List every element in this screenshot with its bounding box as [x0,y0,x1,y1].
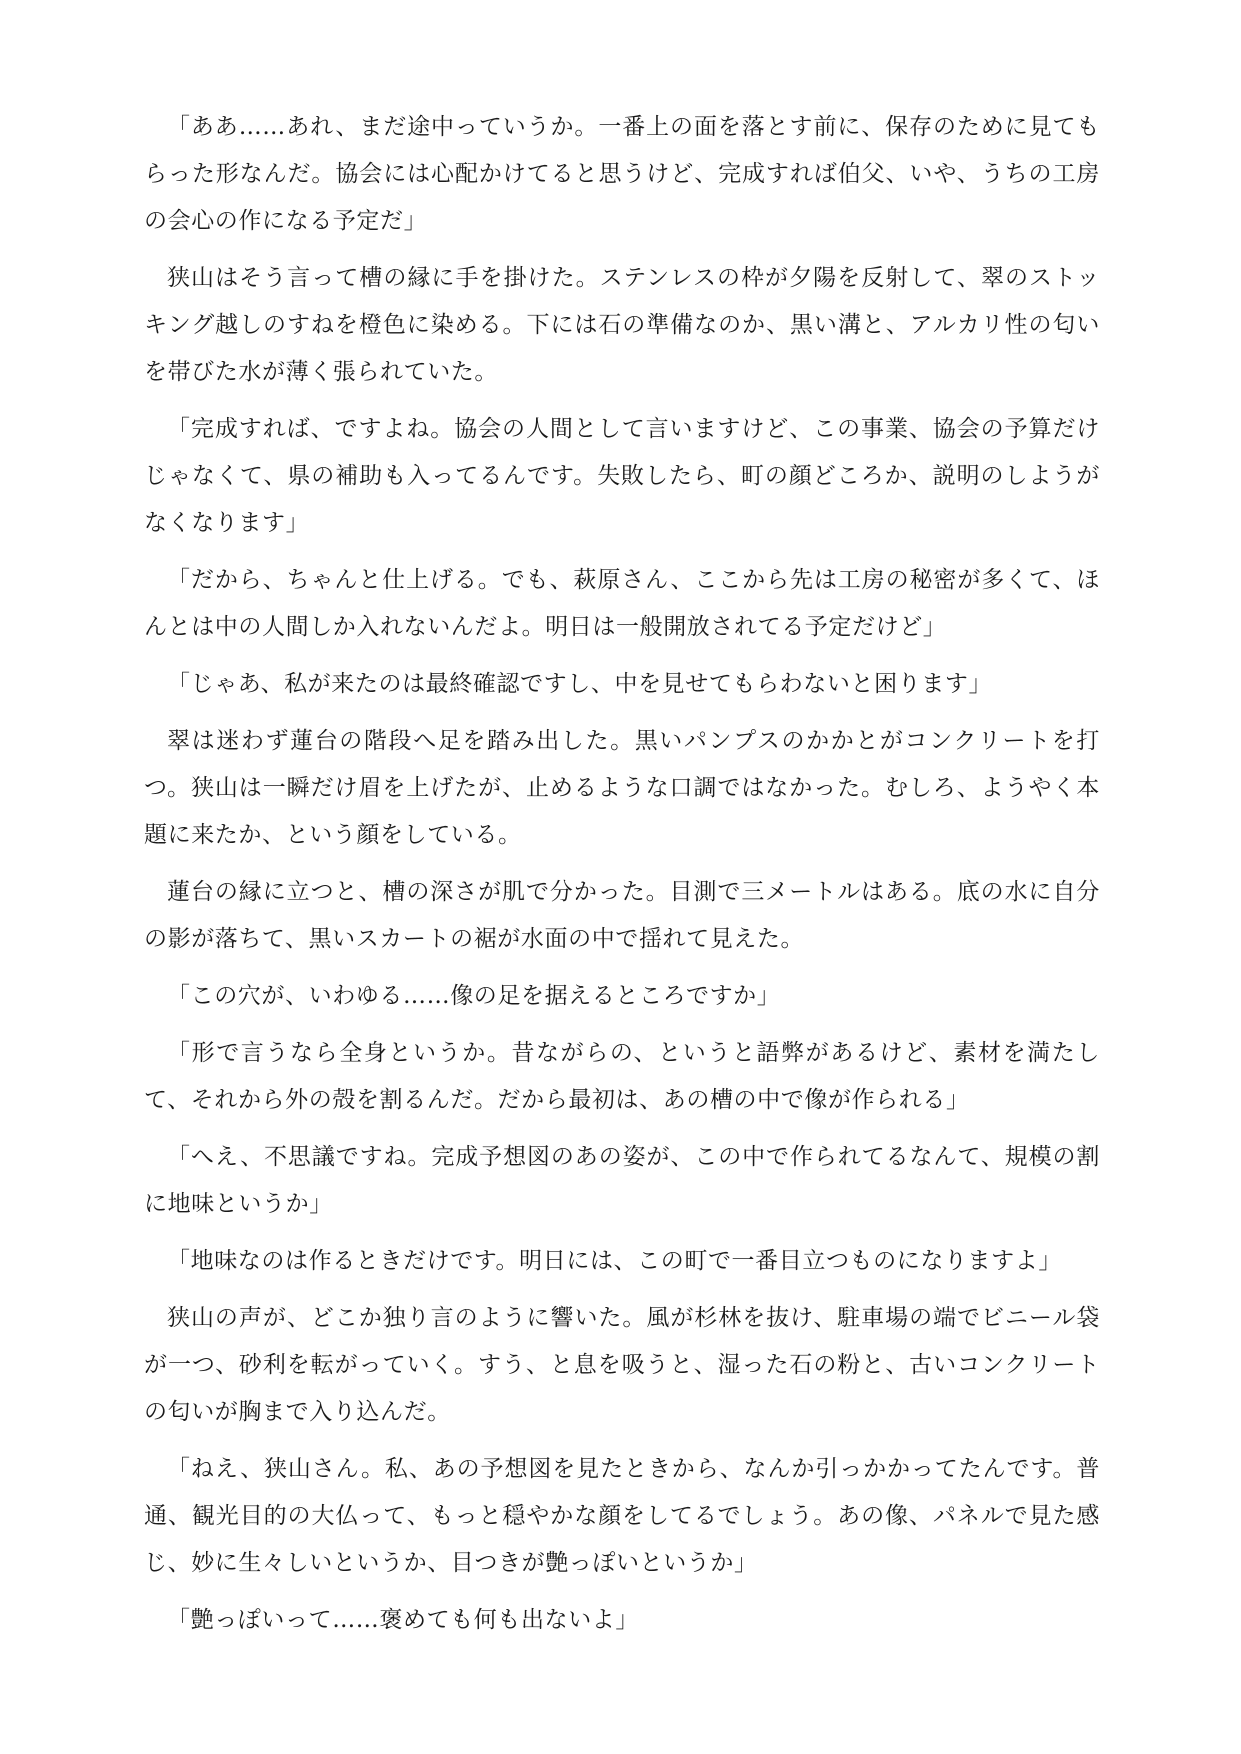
paragraph: 「ねえ、狭山さん。私、あの予想図を見たときから、なんか引っかかってたんです。普通、観光目的の大仏って、もっと穏やかな顔をしてるでしょう。あの像、パネルで見た感じ、妙に生々しいというか、目つきが艶っぽいというか」 [144,1456,1100,1576]
paragraph: 「へえ、不思議ですね。完成予想図のあの姿が、この中で作られてるなんて、規模の割に地味というか」 [144,1144,1100,1217]
paragraph: 狭山の声が、どこか独り言のように響いた。風が杉林を抜け、駐車場の端でビニール袋が一つ、砂利を転がっていく。すう、と息を吸うと、湿った石の粉と、古いコンクリートの匂いが胸まで入り込んだ。 [144,1305,1100,1425]
paragraph: 「形で言うなら全身というか。昔ながらの、というと語弊があるけど、素材を満たして、それから外の殻を割るんだ。だから最初は、あの槽の中で像が作られる」 [144,1040,1100,1113]
paragraph: 「地味なのは作るときだけです。明日には、この町で一番目立つものになりますよ」 [167,1248,1062,1274]
paragraph: 「艶っぽいって……褒めても何も出ないよ」 [167,1607,639,1633]
paragraph: 「だから、ちゃんと仕上げる。でも、萩原さん、ここから先は工房の秘密が多くて、ほんとは中の人間しか入れないんだよ。明日は一般開放されてる予定だけど」 [144,567,1100,640]
body-text [144,104,1100,1644]
paragraph: 蓮台の縁に立つと、槽の深さが肌で分かった。目測で三メートルはある。底の水に自分の影が落ちて、黒いスカートの裾が水面の中で揺れて見えた。 [144,879,1100,952]
paragraph: 「じゃあ、私が来たのは最終確認ですし、中を見せてもらわないと困ります」 [167,671,993,697]
paragraph: 「この穴が、いわゆる……像の足を据えるところですか」 [167,983,781,1009]
paragraph: 「ああ……あれ、まだ途中っていうか。一番上の面を落とす前に、保存のために見てもらった形なんだ。協会には心配かけてると思うけど、完成すれば伯父、いや、うちの工房の会心の作になる予定だ」 [144,114,1100,234]
paragraph: 狭山はそう言って槽の縁に手を掛けた。ステンレスの枠が夕陽を反射して、翠のストッキング越しのすねを橙色に染める。下には石の準備なのか、黒い溝と、アルカリ性の匂いを帯びた水が薄く張られていた。 [144,265,1100,385]
paragraph: 「完成すれば、ですよね。協会の人間として言いますけど、この事業、協会の予算だけじゃなくて、県の補助も入ってるんです。失敗したら、町の顔どころか、説明のしようがなくなります」 [144,416,1100,536]
paragraph: 翠は迷わず蓮台の階段へ足を踏み出した。黒いパンプスのかかとがコンクリートを打つ。狭山は一瞬だけ眉を上げたが、止めるような口調ではなかった。むしろ、ようやく本題に来たか、という顔をしている。 [144,728,1100,848]
